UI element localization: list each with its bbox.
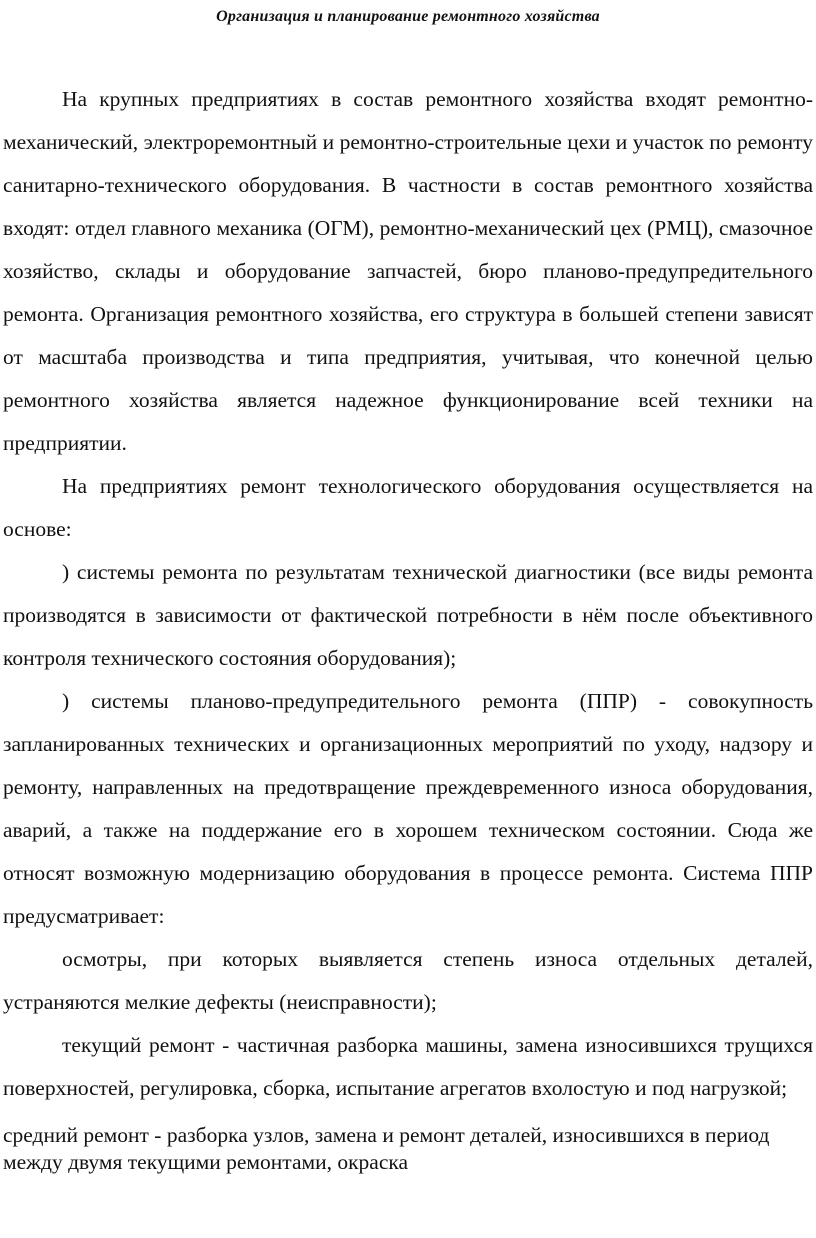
paragraph-inspections: осмотры, при которых выявляется степень износа отдельных деталей, устраняются мелкие дефекты (неисправности); — [3, 947, 813, 1014]
paragraph-repair-structure: На крупных предприятиях в состав ремонтного хозяйства входят ремонтно-механический, электроремонтный и ремонтно-строительные цехи и участок по ремонту санитарно-технического оборудования. В частности в состав ремонтного хозяйства входят: отдел главного механика (ОГМ), ремонтно-механический цех (РМЦ), смазочное хозяйство, склады и оборудование запчастей, бюро планово-предупредительного ремонта. Организация ремонтного хозяйства, его структура в большей степени зависят от масштаба производства и типа предприятия, учитывая, что конечной целью ремонтного хозяйства является надежное функционирование всей техники на предприятии. — [3, 87, 813, 455]
paragraph-diagnostics-system: ) системы ремонта по результатам технической диагностики (все виды ремонта производятся в зависимости от фактической потребности в нём после объективного контроля технического состояния оборудования); — [3, 560, 813, 670]
paragraph-repair-basis: На предприятиях ремонт технологического оборудования осуществляется на основе: — [3, 474, 813, 541]
paragraph-medium-repair: средний ремонт - разборка узлов, замена и ремонт деталей, износившихся в период между двумя текущими ремонтами, окраска — [3, 1123, 770, 1174]
paragraph-ppr-system: ) системы планово-предупредительного ремонта (ППР) - совокупность запланированных технических и организационных мероприятий по уходу, надзору и ремонту, направленных на предотвращение преждевременного износа оборудования, аварий, а также на поддержание его в хорошем техническом состоянии. Сюда же относят возможную модернизацию оборудования в процессе ремонта. Система ППР предусматривает: — [3, 689, 813, 928]
document-title: Организация и планирование ремонтного хозяйства — [216, 8, 600, 25]
document-body — [3, 78, 813, 1176]
paragraph-current-repair: текущий ремонт - частичная разборка машины, замена износившихся трущихся поверхностей, регулировка, сборка, испытание агрегатов вхолостую и под нагрузкой; — [3, 1033, 813, 1100]
